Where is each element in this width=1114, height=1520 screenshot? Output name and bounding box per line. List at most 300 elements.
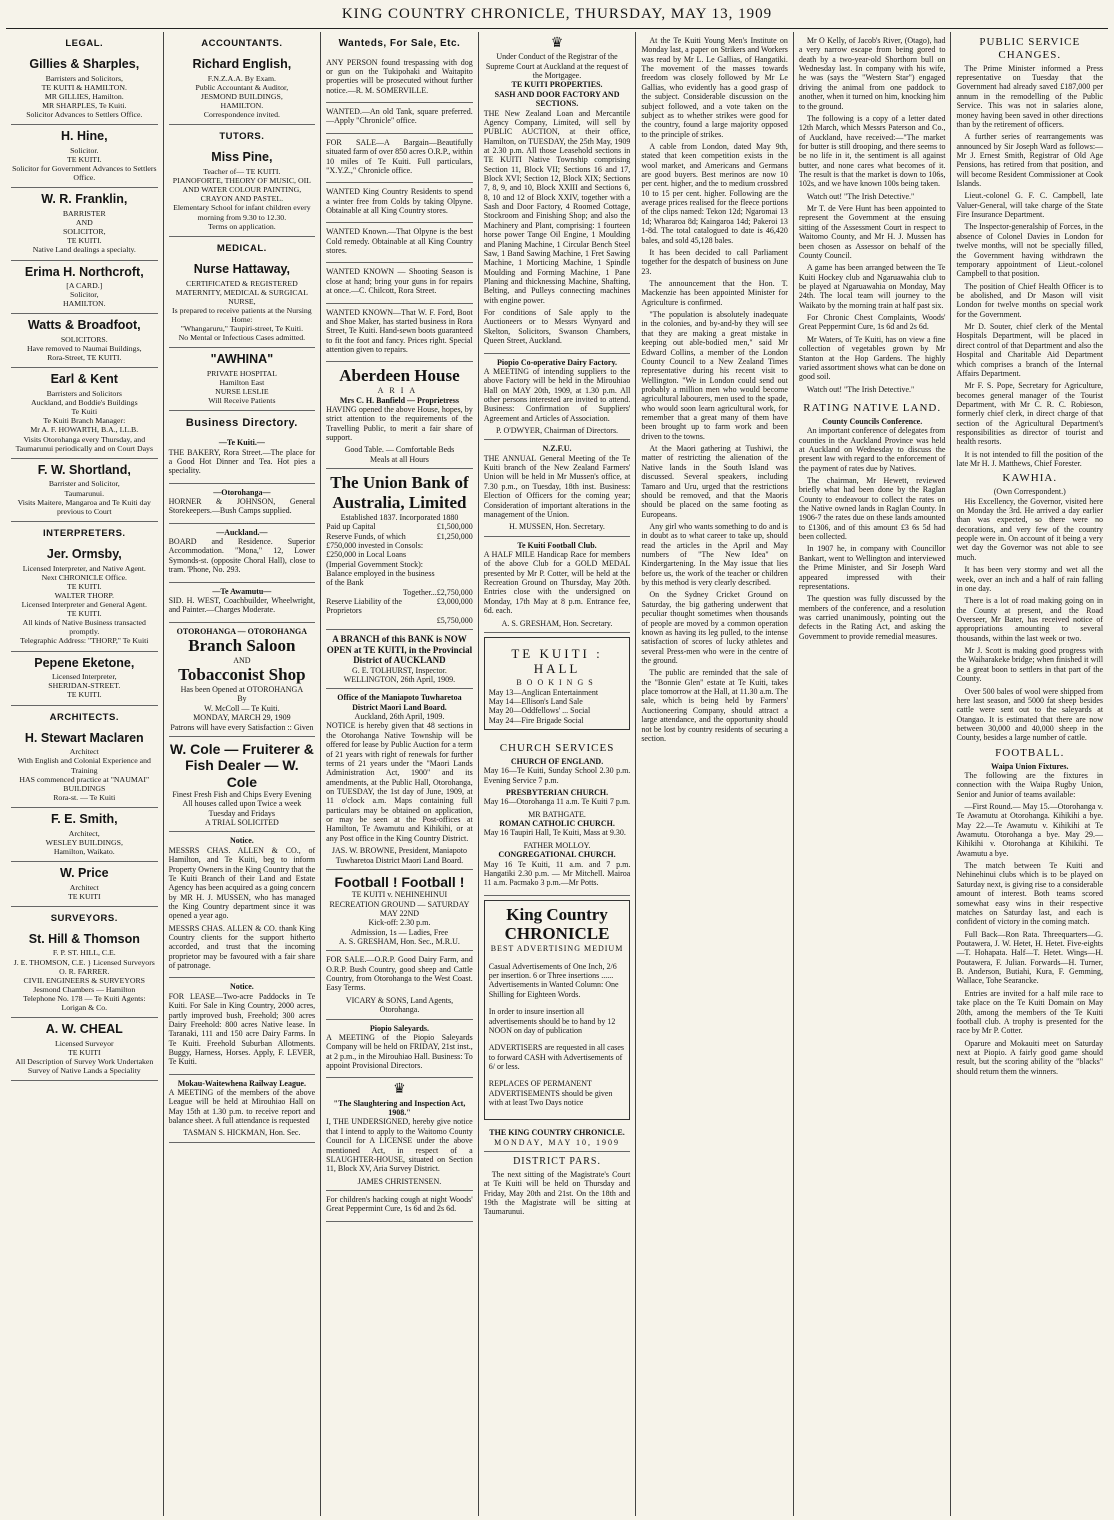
directory-card	[11, 53, 158, 125]
bank-name: The Union Bank of Australia, Limited	[330, 473, 469, 512]
card-line: SHERIDAN-STREET.	[48, 681, 121, 691]
paragraph: The Prime Minister informed a Press representative on Tuesday that the Government had already saved £187,000 per annum in the remodelling of the Public Service. This was not in salaries alone, money having been saved in other directions than by the retirement of officers.	[956, 63, 1104, 129]
maori-sign: JAS. W. BROWNE, President, Maniapoto Tuwharetoa District Maori Land Board.	[331, 846, 467, 865]
paragraph: A cable from London, dated May 9th, stated that keen competition exists in the wool market, and Americans and Germans are good buyers. Best merinos are now 10 per cent. higher, and the to medium crossbred 10 to 15 per cent. higher. Following are the average prices realised for the fleece portions of the clips named: Tekon 12d; Ngaromai 13 1d; Whararoa 8d; Kaingaroa 14d; Pakeroi 13 1-8d. The total catalogued to date is 46,420 bales, and sold 45,128 bales.	[641, 141, 788, 245]
wanted-text: WANTED KNOWN—That W. F. Ford, Boot and Shoe Maker, has started business in Rora Street, Te Kuiti. Hand-sewn boots guaranteed to fit the foot and fancy. Prices right. Special attention given to repairs.	[326, 307, 473, 354]
public-service-title: PUBLIC SERVICE CHANGES.	[979, 36, 1081, 61]
aberdeen-foot: Good Table. — Comfortable Beds	[344, 445, 455, 455]
maori-text: NOTICE is hereby given that 48 sections in the Otorohanga Native Township will be offered for lease by Public Auction for a term of 21 years with right of renewals for further terms of 21 years under the "Maori Lands Administration Act, 1900" and its amendments, at the Public Hall, Otorohanga, on TUESDAY, the 1st day of June, 1909, at 11 o'clock a.m. Maps containing full particulars may be obtained on application, or may be seen at the Post-offices at Hamilton, Te Awamutu and Kihikihi, or at any Post office in the King Country District.	[326, 721, 473, 843]
maori-title: Office of the Maniapoto Tuwharetoa District Maori Land Board.	[337, 693, 462, 712]
card-line: Barrister and Solicitor,	[48, 479, 120, 489]
bank-row	[326, 522, 473, 531]
card-line: Barristers and Solicitors,	[45, 73, 123, 83]
directory-entry	[169, 583, 316, 623]
directory-entry	[169, 524, 316, 583]
card-line: Mr A. F. HOWARTH, B.A., LL.B.	[30, 425, 139, 435]
aberdeen-name: Aberdeen House	[339, 366, 460, 386]
rating-paragraphs	[799, 426, 946, 641]
aberdeen-text: HAVING opened the above House, hopes, by strict attention to the requirements of the Travelling Public, to merit a fair share of support.	[326, 404, 473, 442]
directory-text: HORNER & JOHNSON, General Storekeepers.—Bush Camps supplied.	[168, 497, 316, 516]
section-heading-interpreters: INTERPRETERS.	[43, 527, 126, 539]
bank-amount: Together...£2,750,000	[402, 587, 473, 597]
news-paragraphs	[641, 32, 788, 743]
card-line: Teacher of— TE KUITI.	[203, 167, 281, 177]
paragraph: The chairman, Mr Hewett, reviewed briefly what had been done by the Raglan County to endeavour to collect the rates on the Native owned lands in Raglan County. In 1906-7 the rates due on these lands amounted to £1306, and of this amount £3 6s 5d had been collected.	[798, 475, 946, 542]
legal-cards	[11, 53, 158, 522]
paragraph: Mr D. Souter, chief clerk of the Mental Hospitals Department, will be placed in direct control of that Department and also the Hospital and Charitable Aid Department which comprises a branch of the Internal Affairs Department.	[956, 322, 1104, 378]
paragraph: At the Maori gathering at Tushiwi, the matter of restricting the alienation of the Native lands in the South Island was discussed. Several speakers, including Tamaro and Uru, urged that the restrictions should be removed, and that the Maoris should be placed on the same footing as Europeans.	[641, 444, 788, 519]
card-line: Hamilton East	[219, 378, 265, 388]
directory-place: —Auckland.—	[216, 527, 268, 537]
directory-card	[11, 368, 158, 458]
card-name: St. Hill & Thomson	[28, 931, 140, 946]
interpreter-cards	[11, 543, 158, 706]
sale-text: FOR SALE.—O.R.P. Good Dairy Farm, and O.R.P. Bush Country, good sheep and Cattle Country, from Otorohanga to the West Coast. Easy Terms.	[326, 955, 473, 993]
church-text: May 16—Otorohanga 11 a.m. Te Kuiti 7 p.m.	[483, 797, 631, 807]
card-line: NURSE LESLIE	[215, 387, 269, 397]
crest-icon: ♛	[550, 36, 564, 51]
hall-bookings	[484, 637, 631, 730]
card-lines	[169, 167, 316, 231]
notice-text: FOR LEASE—Two-acre Paddocks in Te Kuiti. For Sale in King Country, 2000 acres, partly improved bush, Freehold; 300 acres Dairy Freehold: 800 acres Native lease. In Taranaki, 111 and 150 acre Dairy Farms. In Te Kuiti. Freehold Suburban Allotments. Buggy, Harness, Horses. Apply, F. LEVER, Te Kuiti.	[168, 991, 316, 1067]
card-line: CIVIL ENGINEERS & SURVEYORS	[23, 975, 146, 985]
paragraph: There is a lot of road making going on in the County at present, and the Road Overseer, Mr Bater, has received notice of appropriations amounting to several thousands, within the last week or two.	[956, 596, 1104, 643]
paragraph: It has been decided to call Parliament together for the despatch of business on June 23.	[641, 247, 788, 276]
card-line: BARRISTER	[62, 208, 106, 218]
auction-cond: For conditions of Sale apply to the Auctioneers or to Messrs Wynyard and Skelton, Solicitors, Swanson Chambers, Queen Street, Auckland.	[483, 308, 631, 346]
kawhia-sub: (Own Correspondent.)	[993, 487, 1066, 497]
notice-text-2: MESSRS CHAS. ALLEN & CO. thank King Country clients for the support hitherto accorded, and trust that the incoming proprietor may be favoured with a fair share of patronage.	[168, 923, 316, 971]
card-line: With English and Colonial Experience and Training	[17, 756, 151, 775]
columns	[6, 32, 1108, 1516]
wanted-text: FOR SALE—A Bargain—Beautifully situated farm of over 850 acres O.R.P., within 10 miles of Te Kuiti. Full particulars, "X.Y.Z.," Chronicle office.	[326, 137, 473, 175]
card-line: Visits Maitere, Mangaroa and Te Kuiti day previous to Court	[17, 497, 151, 516]
card-line: MR SHARPLES, Te Kuiti.	[42, 101, 127, 111]
section-heading-architects: ARCHITECTS.	[49, 711, 119, 723]
bank-row	[326, 616, 473, 625]
slaughter-text: I, THE UNDERSIGNED, hereby give notice that I intend to apply to the Waitomo County Council for A LICENSE under the above mentioned Act, in respect of a SLAUGHTER-HOUSE, situated on Section 11, Block XV, Aria Survey District.	[326, 1117, 473, 1174]
directory-place: —Te Kuiti.—	[218, 438, 265, 448]
card-name: H. Hine,	[61, 129, 108, 144]
sale-sign: VICARY & SONS, Land Agents, Otorohanga.	[345, 995, 454, 1015]
paragraph: Mr T. de Vere Hunt has been appointed to represent the Government at the ensuing sitting of the Assessment Court in respect to Waitomo County, and Mr H. J. Mussen has been chosen as Assessor on behalf of the County Council.	[798, 204, 946, 260]
card-name: Earl & Kent	[50, 372, 118, 387]
football-ad	[326, 870, 473, 952]
church-services	[484, 734, 631, 896]
bank-est: Established 1837. Incorporated 1880	[340, 512, 459, 522]
wanted-text: WANTED King Country Residents to spend a winter free from Colds by taking Olpyne. Obtainable at all King Country stores.	[326, 187, 473, 215]
card-line: HAMILTON.	[220, 101, 264, 111]
rating-sub: County Councils Conference.	[822, 416, 923, 426]
card-line: HAMILTON.	[62, 299, 106, 309]
paragraph: Any girl who wants something to do and is in doubt as to what career to take up, should read the articles in the April and May numbers of "The New Idea" on Kindergartening. In the May issue that lies before us, the work of the teacher or children by this method is very clearly described.	[641, 521, 788, 588]
wanted-ad	[326, 304, 473, 363]
football-kick: Kick-off: 2.30 p.m.	[368, 918, 431, 928]
card-line: Elementary School for infant children every morning from 9.30 to 12.30.	[173, 203, 311, 222]
football-title: FOOTBALL.	[995, 746, 1065, 759]
paragraph: Full Back—Ron Rata. Threequarters—G. Poutawera, J. W. Hetet, H. Hetet. Five-eights—T. Hohapata. Half—T. Hetet. Wings—H. Poutawera, F. Julian. Forwards—H. Turner, B. Anderson, Butiahi, Kura, F. Gemming, Wallace, Tohe Searancke.	[956, 929, 1104, 986]
slaughter-title: "The Slaughtering and Inspection Act, 1908."	[333, 1098, 466, 1118]
vicary-ad	[326, 951, 473, 1019]
football-title: Football ! Football !	[334, 873, 465, 890]
wanted-text: WANTED Known.—That Olpyne is the best Cold remedy. Obtainable at all King Country stores.	[326, 227, 473, 256]
football-paragraphs	[956, 771, 1103, 1076]
card-name: Gillies & Sharples,	[29, 57, 140, 72]
branch-place: WELLINGTON, 26th April, 1909.	[343, 675, 456, 685]
saloon-lines	[169, 685, 316, 732]
card-line: WALTER THORP.	[54, 590, 114, 600]
card-line: Barristers and Solicitors	[46, 389, 122, 399]
card-line: TE KUITI & HAMILTON.	[41, 82, 127, 92]
card-line: Terms on application.	[208, 221, 276, 231]
card-line: Rora-st. — Te Kuiti	[53, 792, 116, 802]
chronicle-rates	[484, 900, 631, 1121]
card-line: Te Kuiti Branch Manager:	[43, 416, 126, 426]
paragraph: It has been very stormy and wet all the week, over an inch and a half of rain falling in one day.	[956, 565, 1104, 593]
church-title: CHURCH SERVICES	[499, 742, 615, 755]
district-pars	[484, 1156, 631, 1216]
card-line: CERTIFICATED & REGISTERED	[186, 278, 298, 288]
church-name: CHURCH OF ENGLAND.	[510, 756, 604, 766]
notice-title: Mokau-Waitewhena Railway League.	[177, 1078, 306, 1088]
auction-intro: Under Conduct of the Registrar of the Supreme Court at Auckland at the request of the Mortgagee.	[485, 52, 629, 81]
card-line: F.N.Z.A.A. By Exam.	[207, 73, 276, 83]
card-name: Richard English,	[192, 57, 292, 72]
masthead: KING COUNTRY CHRONICLE, THURSDAY, MAY 13, 1909	[6, 0, 1108, 29]
card-name: F. W. Shortland,	[37, 462, 131, 477]
kcc-text: Casual Advertisements of One Inch, 2/6 per insertion. 6 or Three insertions ...... Advertisements in Wanted Column: One Shilling for Eighteen Words.	[488, 961, 619, 999]
card-line: Patrons will have every Satisfaction :: Given	[170, 722, 314, 732]
section-heading-tutors: TUTORS.	[219, 131, 265, 143]
branch-sign: G. E. TOLHURST, Inspector.	[352, 665, 447, 675]
auction-sub: SASH AND DOOR FACTORY AND SECTIONS.	[494, 89, 620, 109]
saleyards-title: Piopio Saleyards.	[369, 1023, 429, 1033]
paragraph: The following are the fixtures in connection with the Waipa Rugby Union, Senior and Junior of teams available:	[956, 770, 1104, 799]
card-line: MATERNITY, MEDICAL & SURGICAL NURSE,	[175, 287, 308, 306]
paragraph: Over 500 bales of wool were shipped from here last season, and 5000 fat sheep besides cattle were sent out to the saleyards at Otangao. It is estimated that there are now between 30,000 and 40,000 sheep in the County, besides a large number of cattle.	[956, 686, 1104, 743]
booking-row: May 20—Oddfellows' ... Social	[488, 706, 591, 716]
card-line: Finest Fresh Fish and Chips Every Evening	[172, 789, 312, 799]
dateline	[484, 1124, 631, 1152]
cole-name: W. Cole — Fruiterer & Fish Dealer — W. Cole	[169, 740, 314, 790]
aberdeen-prop: Mrs C. H. Banfield — Proprietress	[339, 395, 459, 405]
paragraph: A further series of rearrangements was announced by Sir Joseph Ward as follows:—Mr J. Ernest Smith, Registrar of Old Age Pensions, has retired from that position, and will become Resident Commissioner at Cook Islands.	[956, 132, 1104, 189]
football-match: TE KUITI v. NEHINEHINUI	[351, 890, 448, 900]
paragraph: His Excellency, the Governor, visited here on Monday the 3rd. He arrived a day earlier than was expected, so there were no decorations, and very few of the country people were in. On account of it being a very wet day the Governor was not able to see much.	[956, 496, 1104, 562]
maori-date: Auckland, 26th April, 1909.	[354, 712, 445, 722]
church-name: PRESBYTERIAN CHURCH.	[505, 788, 609, 797]
bank-label: Paid up Capital	[326, 522, 376, 532]
architect-cards	[11, 727, 158, 907]
notice-railway	[169, 1075, 316, 1143]
wanted-ad	[326, 54, 473, 103]
notice-text: A MEETING of the members of the above League will be held at Mirouhiao Hall on May 15th at 1.30 p.m. to receive report and balance sheet. A full attendance is requested	[168, 1088, 316, 1126]
paragraph: The match between Te Kuiti and Nehinehinui clubs which is to be played on Saturday next, is giving rise to a considerable amount of interest. Both teams scored somewhat easy wins in their respective matches on Saturday last, and each is confident of victory in the coming match.	[956, 861, 1104, 927]
paragraph: At the Te Kuiti Young Men's Institute on Monday last, a paper on Strikers and Workers was read by Mr L. Le Gallias, of Hangatiki. The movement of the masses towards freedom was closely followed by Mr Le Gallias, who evidently has a good grasp of the subject. Considerable discussion on the subject followed, and a vote taken on the subject as to whether strikes were good for the country, found a large majority opposed to the principle of strikes.	[641, 36, 788, 139]
card-line: MR GILLIES, Hamilton.	[44, 91, 124, 101]
football-ground: RECREATION GROUND — SATURDAY MAY 22ND	[329, 899, 470, 918]
column-accountants	[164, 32, 322, 1516]
maori-land-ad	[326, 689, 473, 869]
tkfc-sign: A. S. GRESHAM, Hon. Secretary.	[501, 618, 613, 628]
kcc-title: King Country CHRONICLE	[504, 904, 610, 944]
directory-card	[11, 543, 158, 652]
church-sign: FATHER MOLLOY.	[523, 840, 591, 850]
saloon-top: OTOROHANGA — OTOROHANGA	[176, 626, 308, 636]
card-line: Licensed Interpreter,	[51, 672, 117, 682]
card-line: WESLEY BUILDINGS,	[45, 837, 123, 847]
notice-text: MESSRS CHAS. ALLEN & CO., of Hamilton, and Te Kuiti, beg to inform Property Owners in the King Country that the Te Kuiti Branch of their Land and Estate Agency has been acquired as a going concern by MR H. J. MUSSEN, who has managed the King Country department since it was opened a year ago.	[168, 845, 316, 921]
card-name: H. Stewart Maclaren	[24, 730, 144, 745]
dairy-sign: P. O'DWYER, Chairman of Directors.	[495, 426, 619, 436]
bank-amount: £1,250,000	[436, 531, 473, 541]
wanted-ad	[326, 223, 473, 263]
bank-amount: £5,750,000	[436, 615, 473, 625]
paragraph: The question was fully discussed by the members of the conference, and a resolution was carried unanimously, pointing out the defects in the Rating Act, and asking the Government to provide remedial measures.	[798, 594, 946, 641]
card-name: Nurse Hattaway,	[193, 261, 291, 276]
paragraph: The public are reminded that the sale of the "Bonnie Glen" estate at Te Kuiti, takes place tomorrow at the Hall, at 11.30 a.m. The sale, which is being held by Farmers' Auctioneering Company, should attract a large attendance, and the opportunity should not be lost by country residents of securing a section.	[641, 668, 788, 743]
paragraph: The Inspector-generalship of Forces, in the absence of Colonel Davies in London for twelve months, will not be specially filled, the Government having withdrawn the temporary appointment of Lieut.-colonel Campbell to that position.	[956, 222, 1104, 279]
cough-ad	[326, 1191, 473, 1222]
card-name: "AWHINA"	[210, 352, 274, 367]
paragraph: The following is a copy of a letter dated 12th March, which Messrs Paterson and Co., of Auckland, have received:—"The market for butter is still drooping, and there seems to be no life in it, the sentiment is all against butter, and none cares what becomes of it. The result is that the market is down to 106s, 102s, and we have known 100s being taken.	[798, 113, 946, 189]
bank-row	[326, 597, 473, 616]
paragraph: An important conference of delegates from counties in the Auckland Province was held at Auckland on Wednesday to discuss the present law with regard to the enforcement of the payment of rates due by Natives.	[798, 426, 946, 473]
booking-row: May 24—Fire Brigade Social	[488, 715, 584, 725]
card-line: Correspondence invited.	[203, 110, 280, 120]
directory-card	[11, 1018, 158, 1081]
paragraph: Lieut.-colonel G. F. C. Campbell, late Valuer-General, will take charge of the State Fire Insurance Department.	[956, 191, 1104, 220]
notice-title: Notice.	[229, 836, 254, 846]
news-paragraphs	[799, 32, 946, 394]
card-name: Erima H. Northcroft,	[24, 264, 144, 279]
paragraph: Mr J. Scott is making good progress with the Waiharakeke bridge; when finished it will be a great boon to settlers in that part of the County.	[956, 646, 1104, 684]
tkfc-title: Te Kuiti Football Club.	[517, 540, 597, 550]
card-line: W. McColl — Te Kuiti.	[204, 703, 280, 713]
card-line: Is prepared to receive patients at the Nursing Home:	[172, 305, 312, 324]
card-line: Licensed Interpreter, and Native Agent.	[22, 563, 146, 573]
section-heading-accountants: ACCOUNTANTS.	[201, 38, 283, 49]
card-line: Te Kuiti	[71, 407, 98, 417]
kcc-adv: ADVERTISERS are requested in all cases to forward CASH with Advertisements of 6/ or less.	[488, 1043, 624, 1071]
paragraph: For Chronic Chest Complaints, Woods' Great Peppermint Cure, 1s 6d and 2s 6d.	[798, 313, 946, 332]
section-heading-wanteds: Wanteds, For Sale, Etc.	[338, 38, 461, 49]
notice-allen	[169, 832, 316, 978]
public-service-paragraphs	[956, 64, 1103, 469]
bank-row	[326, 588, 473, 597]
surveyor-cards	[11, 928, 158, 1081]
card-name: F. E. Smith,	[50, 811, 118, 826]
directory-text: BOARD and Residence. Superior Accommodation. "Mona," 12, Lower Symonds-st. (opposite Choral Hall), close to tram. 'Phone, No. 293.	[168, 537, 316, 575]
pars-title: DISTRICT PARS.	[513, 1156, 601, 1168]
bank-ad	[326, 469, 473, 630]
hospital-card	[169, 348, 316, 411]
nzfu-text: THE ANNUAL General Meeting of the Te Kuiti branch of the New Zealand Farmers' Union will be held in Mr Mussen's office, at 7.30 p.m., on Tuesday, 18th inst. Business: Election of Officers for the coming year; Consideration of important alterations in the management of the Union.	[483, 453, 631, 519]
card-line: All kinds of Native Business transacted promptly.	[22, 618, 146, 637]
card-line: Architect	[69, 747, 99, 757]
card-line: F. P. ST. HILL, C.E.	[52, 948, 116, 958]
hall-sub: BOOKINGS	[516, 678, 598, 688]
column-notices	[479, 32, 637, 1516]
saloon-and: AND	[233, 655, 251, 665]
card-line: [A CARD.]	[66, 281, 103, 291]
card-name: Watts & Broadfoot,	[27, 318, 141, 333]
card-name: A. W. CHEAL	[45, 1022, 123, 1037]
football-sign: A. S. GRESHAM, Hon. Sec., M.R.U.	[338, 937, 460, 947]
church-name: ROMAN CATHOLIC CHURCH.	[499, 819, 615, 829]
nzfu-sign: H. MUSSEN, Hon. Secretary.	[509, 522, 605, 532]
section-heading-surveyors: SURVEYORS.	[50, 912, 118, 924]
wanted-text: WANTED KNOWN — Shooting Season is close at hand; bring your guns in for repairs at once.—C. Chilcott, Rora Street.	[326, 267, 473, 296]
card-line: Solicitor for Government Advances to Settlers Office.	[12, 164, 157, 183]
paragraph: Mr F. S. Pope, Secretary for Agriculture, becomes general manager of the Tourist Department, with Mr C. R. C. Robieson, formerly chief clerk, in direct charge of that section of the Agricultural Department's responsibilities as director of tourist and health resorts.	[956, 381, 1104, 447]
nurse-card	[169, 258, 316, 348]
card-name: Jer. Ormsby,	[46, 546, 122, 561]
card-line: Native Land dealings a specialty.	[32, 245, 136, 255]
card-line: Taumarunui.	[64, 488, 105, 498]
card-line: No Mental or Infectious Cases admitted.	[178, 333, 306, 343]
directory-card	[11, 314, 158, 368]
directory-place: —Otorohanga—	[213, 487, 271, 497]
card-line: Survey of Native Lands a Speciality	[27, 1066, 141, 1076]
card-line: JESMOND BUILDINGS,	[200, 91, 283, 101]
card-line: HAS commenced practice at "NAUMAI" BUILDINGS	[19, 774, 150, 793]
nzfu-ad	[484, 440, 631, 536]
card-name: Miss Pine,	[211, 150, 273, 165]
kcc-warn: In order to insure insertion all advertisements should be to hand by 12 NOON on day of publication	[488, 1007, 616, 1035]
bank-table	[326, 522, 473, 625]
directory-entry	[169, 434, 316, 483]
card-line: By	[237, 694, 247, 704]
card-line: TE KUITI.	[66, 690, 102, 700]
auction-ad	[484, 32, 631, 354]
bank-row	[326, 532, 473, 588]
wanted-ad	[326, 183, 473, 223]
card-line: TE KUITI.	[66, 155, 102, 165]
card-line: Solicitor Advances to Settlers Office.	[26, 110, 143, 120]
column-news-1	[636, 32, 794, 1516]
card-line: Rora-Street, TE KUITI.	[47, 353, 122, 363]
card-line: Architect,	[68, 828, 100, 838]
card-line: Visits Otorohanga every Thursday, and Taumarunui periodically and on Court Days	[15, 434, 153, 453]
kcc-sub: BEST ADVERTISING MEDIUM	[490, 944, 624, 954]
wanted-ads	[326, 54, 473, 363]
football-sub: Waipa Union Fixtures.	[991, 761, 1069, 771]
card-line: SOLICITOR,	[63, 227, 106, 237]
paragraph: Entries are invited for a half mile race to take place on the Te Kuiti Domain on May 20th, among the members of the Te Kuiti football club. A trophy is presented for the race by Mr P. Cotter.	[956, 988, 1104, 1036]
cole-ad	[169, 737, 316, 833]
nzfu-title: N.Z.F.U.	[542, 444, 572, 454]
football-adm: Admission, 1s — Ladies, Free	[350, 927, 449, 937]
card-line: A TRIAL SOLICITED	[204, 818, 279, 828]
paragraph: —First Round.— May 15.—Otorohanga v. Te Awamutu at Otorohanga. Kihikihi a bye. May 22.—Te Awamutu v. Kihikihi at Te Awamutu. Otorohanga a bye. May 29.—Kihikihi v. Otorohanga at Kihikihi. Te Awamutu a bye.	[956, 801, 1104, 858]
card-line: TE KUITI	[67, 1047, 101, 1057]
notice-title: Notice.	[229, 982, 254, 992]
church-sign: MR BATHGATE.	[528, 809, 586, 819]
card-line: "Whangaruru," Taupiri-street, Te Kuiti.	[180, 324, 304, 334]
directory-card	[11, 188, 158, 260]
card-line: Solicitor,	[70, 290, 99, 300]
saleyards-text: A MEETING of the Piopio Saleyards Company will be held on FRIDAY, 21st inst., at 2 p.m., in the Mirouhiao Hall. Business: To appoint Provisional Directors.	[326, 1032, 473, 1070]
rating-title: RATING NATIVE LAND.	[803, 401, 942, 414]
dairy-title: Piopio Co-operative Dairy Factory.	[497, 357, 618, 367]
auction-text: THE New Zealand Loan and Mercantile Agency Company, Limited, will sell by PUBLIC AUCTION, at their office, Hamilton, on TUESDAY, the 25th May, 1909 at 2.30 p.m. All those Leasehold sections in TE KUITI Native Township comprising Section 11, Block VII; Sections 16 and 17, Block XVI; Section 12, Block XIX; Sections 7, 8, 9, and 10, Block XXIII and Sections 6, 8, 10 and 12 of Block XXIV, together with a Sash and Door Factory, 4 Roomed Cottage, Stockroom and Finishing Shop; and also the Machinery and Plant, comprising: 1 fourteen horse power Tange Oil Engine, 1 Moulding and Planing Machine, 1 Circular Bench Steel Saw, 1 Band Sawing Machine, 1 Fret Sawing Machine, 1 Morticing Machine, 1 Spindle Moulding and Forming Machine, 1 Pane Planing and thicknessing Machine, Shafting, Belting, and Pulleys connecting machines with engine power.	[483, 108, 631, 305]
card-line: PIANOFORTE, THEORY OF MUSIC, OIL AND WATER COLOUR PAINTING, CRAYON AND PASTEL.	[172, 176, 311, 204]
paragraph: On the Sydney Cricket Ground on Saturday, the big gathering underwent that peculiar thought sometimes when thousands of people are moved by a common operation known as having its leg pulled, to the intense satisfaction of scores of lucky athletes and several Press-men who were in the centre of the ground.	[641, 590, 788, 665]
column-wanteds	[321, 32, 479, 1516]
card-line: Licensed Interpreter and General Agent.	[21, 600, 147, 610]
dairy-text: A MEETING of intending suppliers to the above Factory will be held in the Mirouhiao Hall on MAY 20th, 1909, at 1.30 p.m. All other persons interested are invited to attend. Business: Confirmation of Suppliers' Agreement and Articles of Association.	[483, 366, 631, 423]
paragraph: Watch out! "The Irish Detective."	[806, 191, 915, 201]
paragraph: The position of Chief Health Officer is to be abolished, and Dr Mason will visit London for twelve months on special work for the Government.	[956, 281, 1104, 319]
wanted-text: ANY PERSON found trespassing with dog or gun on the Tukipohaki and Waitapito properties will be prosecuted without further notice.—R. M. SOMERVILLE.	[326, 57, 473, 95]
directory-card	[11, 652, 158, 706]
card-lines	[169, 279, 316, 343]
directory-text: THE BAKERY, Rora Street.—The place for a Good Hot Dinner and Tea. Hot pies a speciality.	[168, 447, 316, 476]
aberdeen-ad	[326, 362, 473, 469]
column-news-2	[794, 32, 952, 1516]
card-line: All Description of Survey Work Undertaken	[15, 1057, 154, 1067]
directory-card	[11, 862, 158, 907]
card-line: TE KUITI.	[66, 609, 102, 619]
section-heading-medical: MEDICAL.	[216, 242, 267, 254]
bank-amount: £3,000,000	[436, 597, 473, 607]
saloon-ad	[169, 623, 316, 737]
card-line: Public Accountant & Auditor,	[195, 82, 289, 92]
paragraph: The announcement that the Hon. T. Mackenzie has been appointed Minister for Agriculture is confirmed.	[641, 278, 788, 307]
cough-text: For children's hacking cough at night Woods' Great Peppermint Cure, 1s 6d and 2s 6d.	[326, 1194, 473, 1214]
slaughter-sign: JAMES CHRISTENSEN.	[357, 1176, 442, 1186]
section-heading-directory: Business Directory.	[185, 417, 298, 430]
saleyards-ad	[326, 1020, 473, 1079]
paragraph: "The population is absolutely inadequate in the colonies, and by-and-by they will see that they are making a great mistake in keeping out able-bodied men," said Mr Edward Collins, a member of the London County Council to a New Zealand Times representative during his recent visit to Wellington. "We in London could send out probably a million men who would become agricultural labourers, men used to the spade, who would soon learn agricultural work, for remember that a great many of them have been brought up to farm work and been driven to the towns.	[641, 310, 788, 441]
wanted-ad	[326, 263, 473, 303]
column-legal	[6, 32, 164, 1516]
church-text: May 16 Taupiri Hall, Te Kuiti, Mass at 9.30.	[483, 828, 626, 838]
auction-prop: TE KUITI PROPERTIES.	[511, 80, 603, 90]
card-line: SOLICITORS.	[60, 335, 108, 345]
kawhia-paragraphs	[956, 497, 1103, 743]
dateline-date: MONDAY, MAY 10, 1909	[494, 1137, 620, 1147]
card-line: All houses called upon Twice a week Tuesday and Fridays	[182, 799, 302, 818]
card-line: Auckland, and Boddie's Buildings	[30, 398, 138, 408]
kcc-rep: REPLACES OF PERMANENT ADVERTISEMENTS should be given with at least Two Days notice	[488, 1079, 613, 1108]
card-line: Hamilton, Waikato.	[53, 846, 115, 856]
card-lines	[169, 369, 316, 405]
card-name: W. Price	[59, 865, 109, 880]
paragraph: In 1907 he, in company with Councillor Bankart, went to Wellington and interviewed the Prime Minister, and Sir Joseph Ward appeared impressed with their representations.	[798, 544, 946, 591]
card-lines	[169, 74, 316, 120]
card-line: Solicitor.	[70, 145, 99, 155]
card-line: Architect	[69, 882, 99, 892]
tkfc-text: A HALF MILE Handicap Race for members of the above Club for a GOLD MEDAL presented by Mr P. Cotter, will be held at the Recreation Ground on Thursday, May 20th. Entries close with the undersigned on Monday, 17th May at 8 p.m. Entrance fee, 6d. each.	[483, 549, 631, 616]
notice-signature: TASMAN S. HICKMAN, Hon. Sec.	[183, 1128, 301, 1138]
branch-ad	[326, 630, 473, 689]
tutor-card	[169, 146, 316, 236]
paragraph: Mr O Kelly, of Jacob's River, (Otago), had a very narrow escape from being gored to death by a two-year-old Shorthorn bull on Wednesday last. In company with his wife, he was (says the "Western Star") engaged driving the animal from one paddock to another, when it turned on him, knocking him to the ground.	[798, 36, 946, 111]
dairy-ad	[484, 354, 631, 441]
card-line: O. R. FARRER.	[59, 966, 110, 976]
paragraph: A game has been arranged between the Te Kuiti Hockey club and Ngaruawahia club to be played at Ngaruawahia on Monday, May 24th. The local team will journey to the Waikato by the morning train at half past six.	[798, 263, 946, 310]
church-text: May 16—Te Kuiti, Sunday School 2.30 p.m. Evening Service 7 p.m.	[483, 766, 631, 785]
wanted-ad	[326, 103, 473, 134]
card-line: Has been Opened at OTOROHANGA	[180, 685, 304, 695]
church-name: CONGREGATIONAL CHURCH.	[498, 850, 616, 860]
card-line: Next CHRONICLE Office.	[41, 572, 127, 582]
card-line: Have removed to Naumai Buildings,	[27, 344, 142, 354]
kawhia-title: KAWHIA.	[1002, 472, 1058, 485]
hall-title: TE KUITI : HALL	[511, 645, 603, 677]
